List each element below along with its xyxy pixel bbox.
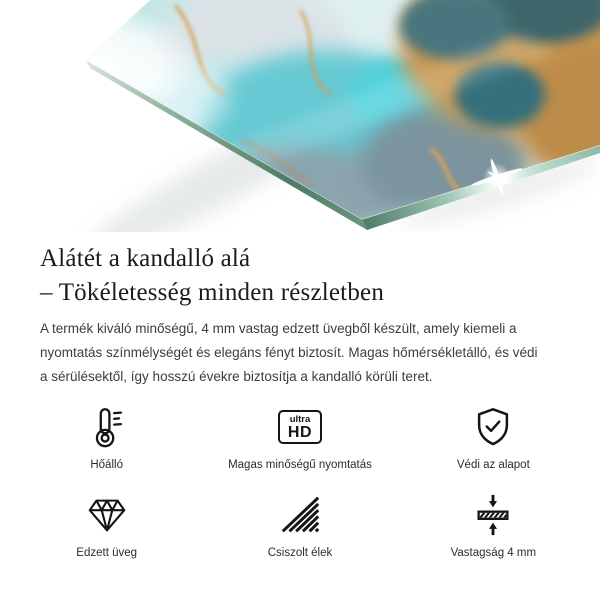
feature-tempered-glass: [10, 492, 203, 560]
feature-label: Magas minőségű nyomtatás: [228, 459, 372, 471]
page-title-line1: Alátét a kandalló alá: [40, 245, 251, 272]
page-title: [40, 242, 560, 310]
feature-label: Védi az alapot: [456, 459, 530, 471]
thermometer-icon: [84, 404, 130, 450]
polished-edges-icon: [277, 492, 323, 538]
feature-label: Edzett üveg: [76, 547, 138, 559]
feature-protects-base: [397, 404, 590, 472]
product-description: A termék kiváló minőségű, 4 mm vastag edzett üvegből készült, amely kiemeli a nyomtatás színmélységét és elegáns fényt biztosít. Magas hőmérsékletálló, és védi a sérülésektől, így hosszú évekre biztosítja a kandalló körüli teret.: [40, 321, 538, 384]
shield-check-icon: [470, 404, 516, 450]
diamond-icon: [84, 492, 130, 538]
page-title-line2: – Tökéletesség minden részletben: [40, 279, 385, 306]
feature-label: Vastagság 4 mm: [450, 547, 537, 559]
feature-label: Hőálló: [90, 459, 123, 471]
hero-image: [0, 0, 600, 232]
ultra-hd-icon-text-top: ultra: [289, 414, 311, 425]
thickness-icon: [470, 492, 516, 538]
feature-heat-resistant: [10, 404, 203, 472]
glass-panel-render: [0, 0, 600, 232]
feature-thickness: [397, 492, 590, 560]
content-section: [0, 242, 600, 389]
ultra-hd-icon-text-bottom: HD: [287, 424, 313, 441]
feature-label: Csiszolt élek: [267, 547, 333, 559]
features-grid: [10, 404, 590, 560]
feature-print-quality: [203, 404, 396, 472]
feature-polished-edges: [203, 492, 396, 560]
ultra-hd-icon: [278, 404, 322, 450]
